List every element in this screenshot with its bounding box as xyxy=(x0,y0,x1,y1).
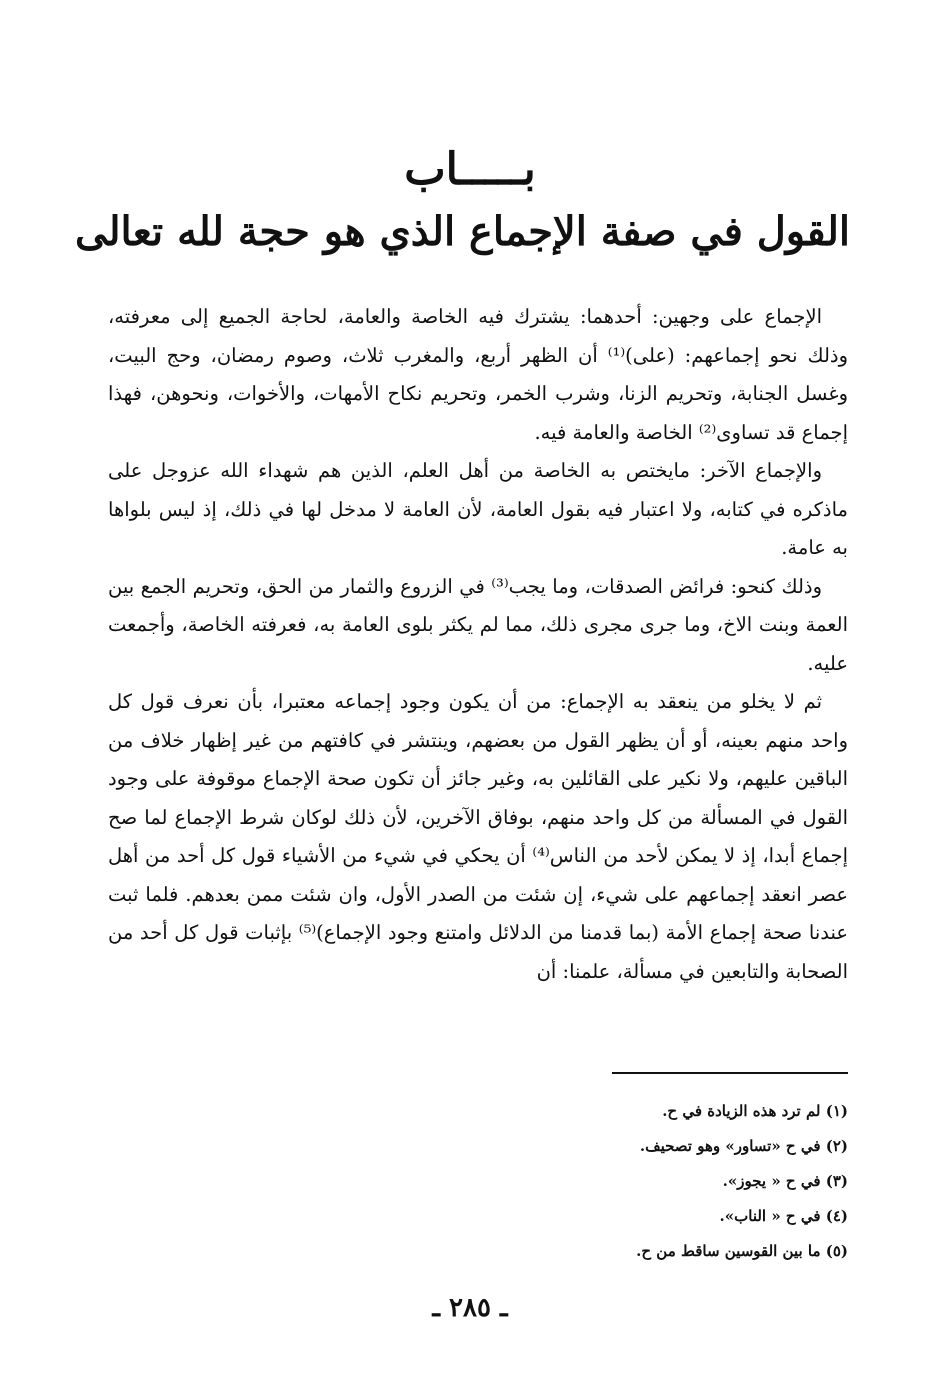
paragraph-1: الإجماع على وجهين: أحدهما: يشترك فيه الخاصة والعامة، لحاجة الجميع إلى معرفته، وذلك نحو إجماعهم: (على)⁽¹⁾ أن الظهر أربع، والمغرب ثلاث، وصوم رمضان، وحج البيت، وغسل الجنابة، وتحريم الزنا، وشرب الخمر، وتحريم نكاح الأمهات، والأخوات، ونحوهن، فهذا إجماع قد تساوى⁽²⁾ الخاصة والعامة فيه. xyxy=(108,305,848,444)
body-text xyxy=(108,298,848,991)
page-number: ـ ٢٨٥ ـ xyxy=(432,1293,508,1323)
chapter-heading: بـــــاب xyxy=(404,144,536,195)
footnote-2: (٢) في ح «تساور» وهو تصحيف. xyxy=(639,1137,848,1155)
paragraph-4: ثم لا يخلو من ينعقد به الإجماع: من أن يكون وجود إجماعه معتبرا، بأن نعرف قول كل واحد منهم بعينه، أو أن يظهر القول من بعضهم، وينتشر في كافتهم من غير إظهار خلاف من الباقين عليهم، ولا نكير على القائلين به، وغير جائز أن تكون صحة الإجماع موقوفة على وجود القول في المسألة من كل واحد منهم، بوفاق الآخرين، لأن ذلك لوكان شرط الإجماع لما صح إجماع أبدا، إذ لا يمكن لأحد من الناس⁽⁴⁾ أن يحكي في شيء من الأشياء قول كل أحد من أهل عصر انعقد إجماعهم على شيء، إن شئت من الصدر الأول، وان شئت ممن بعدهم. فلما ثبت عندنا صحة إجماع الأمة (بما قدمنا من الدلائل وامتنع وجود الإجماع)⁽⁵⁾ بإثبات قول كل أحد من الصحابة والتابعين في مسألة، علمنا: أن xyxy=(108,690,848,983)
footnotes xyxy=(108,1094,848,1269)
footnote-5: (٥) ما بين القوسين ساقط من ح. xyxy=(636,1242,848,1260)
footnote-divider xyxy=(612,1072,848,1074)
footnote-1: (١) لم ترد هذه الزيادة في ح. xyxy=(662,1102,848,1120)
footnote-3: (٣) في ح « يجوز». xyxy=(722,1172,848,1190)
paragraph-2: والإجماع الآخر: مايختص به الخاصة من أهل العلم، الذين هم شهداء الله عزوجل على ماذكره في كتابه، ولا اعتبار فيه بقول العامة، لأن العامة لا مدخل لها في ذلك، إذ ليس بلواها به عامة. xyxy=(108,459,848,559)
chapter-title: القول في صفة الإجماع الذي هو حجة لله تعالى xyxy=(75,208,850,255)
paragraph-3: وذلك كنحو: فرائض الصدقات، وما يجب⁽³⁾ في الزروع والثمار من الحق، وتحريم الجمع بين العمة وبنت الاخ، وما جرى مجرى ذلك، مما لم يكثر بلوى العامة به، فعرفته الخاصة، وأجمعت عليه. xyxy=(108,574,848,675)
footnote-4: (٤) في ح « الناب». xyxy=(719,1207,848,1225)
